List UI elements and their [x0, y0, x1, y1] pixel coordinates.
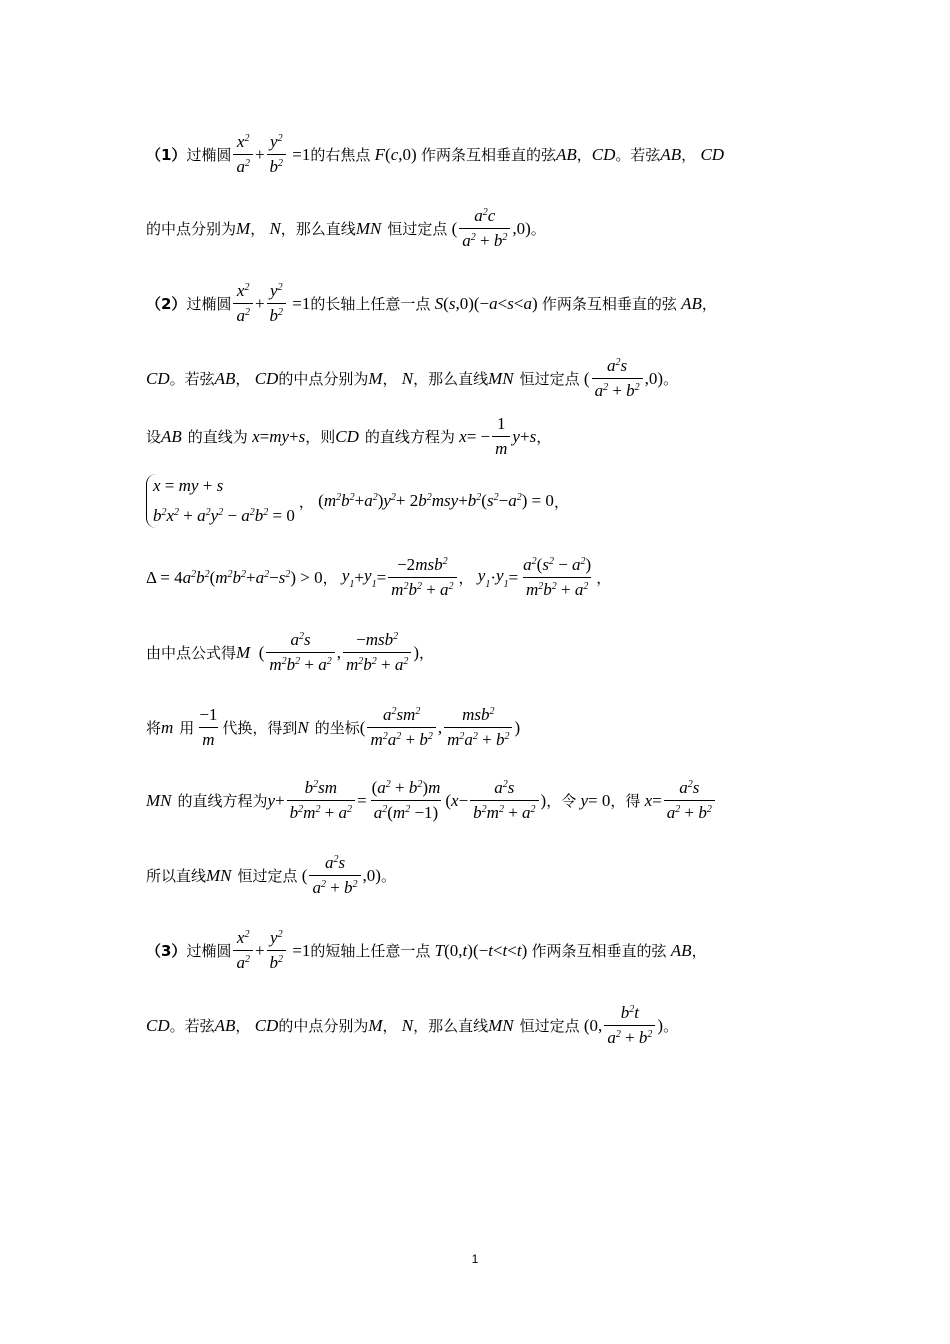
p1-line2: 的中点分别为 M ， N ，那么直线 MN 恒过定点 ( $\frac{a^2c}{a^2 + b^2}$ ,0) 。	[146, 206, 546, 250]
page-number: 1	[471, 1252, 479, 1266]
p1-line1: （1） 过椭圆 $\frac{x^2}{a^2}$ + $\frac{y^2}{b^2}$ =1 的右焦点 F ( c ,0) 作两条互相垂直的弦 AB ， CD 。若弦 AB ， CD	[146, 132, 725, 176]
derivation-system: x = my + s $b^2x^2 + a^2y^2 - a^2b^2 = 0$ ， ( $m^2b^2$ + $a^2$ ) $y^2$ + 2 $b^2msy$ + $b^2$ ( $s^2$ − $a^2$ ) = 0 ，	[146, 474, 810, 528]
p3-label: （3）	[146, 942, 187, 960]
derivation-discriminant: Δ = 4 $a^2b^2$ ( $m^2b^2$ + $a^2$ − $s^2$ ) > 0 ， $y_1$ + $y_1$ = $\frac{-2msb^2}{m^2b^2 + a^2}$ ， $y_1$ · $y_1$ = $\frac{a^2(s^2 - a^2)}{m^2b^2 + a^2}$ ，	[146, 555, 612, 599]
derivation-point-n: 将 m 用 $\frac{-1}{m}$ 代换，得到 N 的坐标 ( $\frac{a^2sm^2}{m^2a^2 + b^2}$ , $\frac{msb^2}{m^2a^2 + b^2}$ )	[146, 705, 521, 749]
derivation-line1: 设 AB 的直线为 x = my + s ，则 CD 的直线方程为 x = − $\frac{1}{m}$ y + s ，	[146, 414, 552, 458]
derivation-mn-line: MN 的直线方程为 y + $\frac{b^2sm}{b^2m^2 + a^2}$ = $\frac{(a^2 + b^2)m}{a^2(m^2 -1)}$ ( x − $\frac{a^2s}{b^2m^2 + a^2}$ ) ，令 y = 0 ，得 x = $\frac{a^2s}{a^2 + b^2}$	[146, 778, 810, 823]
derivation-conclusion: 所以直线 MN 恒过定点 ( $\frac{a^2s}{a^2 + b^2}$ ,0) 。	[146, 853, 396, 897]
derivation-midpoint-m: 由中点公式得 M ( $\frac{a^2s}{m^2b^2 + a^2}$ , $\frac{-msb^2}{m^2b^2 + a^2}$ ) ，	[146, 630, 435, 674]
ellipse-y-term: $\frac{y^2}{b^2}$	[267, 132, 287, 177]
ellipse-x-term: $\frac{x^2}{a^2}$	[233, 132, 253, 177]
p2-line1: （2） 过椭圆 $\frac{x^2}{a^2}$ + $\frac{y^2}{b^2}$ =1 的长轴上任意一点 S ( s ,0)(− a < s < a ) 作两条互相垂直的弦 AB ，	[146, 281, 717, 325]
p1-label: （1）	[146, 146, 187, 164]
p3-line2: CD 。若弦 AB ， CD 的中点分别为 M ， N ，那么直线 MN 恒过定点 (0, $\frac{b^2t}{a^2 + b^2}$ ) 。	[146, 1003, 679, 1047]
p2-line2: CD 。若弦 AB ， CD 的中点分别为 M ， N ，那么直线 MN 恒过定点 ( $\frac{a^2s}{a^2 + b^2}$ ,0) 。	[146, 356, 679, 400]
p2-label: （2）	[146, 295, 187, 313]
p3-line1: （3） 过椭圆 $\frac{x^2}{a^2}$ + $\frac{y^2}{b^2}$ =1 的短轴上任意一点 T (0, t )(− t < t < t ) 作两条互相垂直的弦 AB ，	[146, 928, 707, 972]
equation-system: x = my + s $b^2x^2 + a^2y^2 - a^2b^2 = 0$	[146, 474, 295, 528]
